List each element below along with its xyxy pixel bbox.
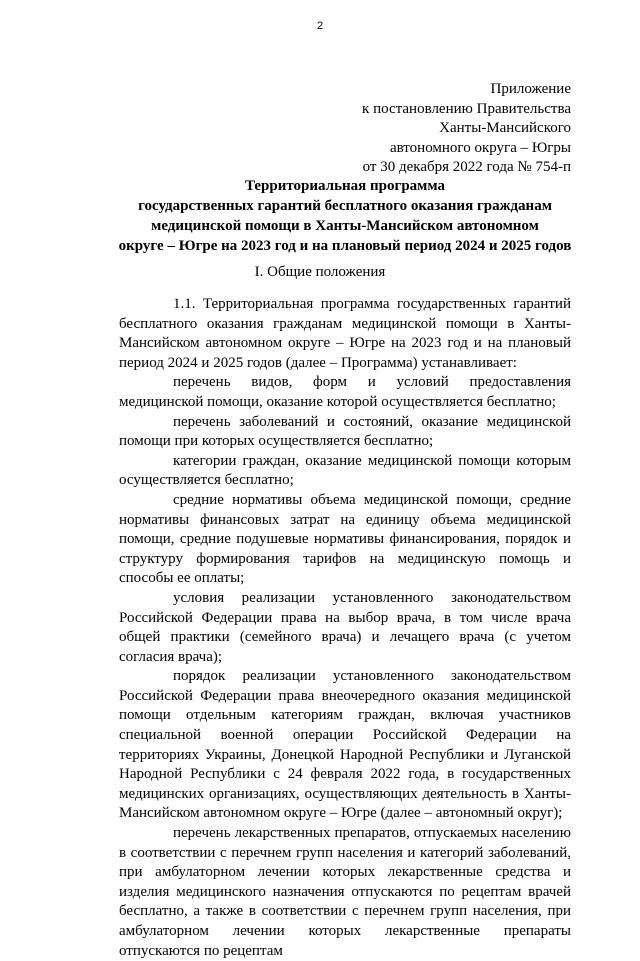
paragraph: перечень видов, форм и условий предоставления медицинской помощи, оказание которой осуществляется бесплатно; [119,374,571,410]
paragraph: средние нормативы объема медицинской помощи, средние нормативы финансовых затрат на единицу объема медицинской помощи, средние подушевые нормативы финансирования, порядок и структуру формирования тарифов на медицинскую помощь и способы ее оплаты; [119,491,571,587]
appendix-line: от 30 декабря 2022 года № 754-п [362,159,571,175]
appendix-line: к постановлению Правительства [362,100,571,117]
appendix-line: Ханты-Мансийского [439,120,571,136]
page-number: 2 [316,20,324,32]
title-line: округе – Югре на 2023 год и на плановый период 2024 и 2025 годов [118,238,572,254]
paragraph: перечень лекарственных препаратов, отпускаемых населению в соответствии с перечнем групп населения и категорий заболеваний, при амбулаторном лечении которых лекарственные средства и изделия медицинского назначения отпускаются по рецептам врачей бесплатно, а также в соответствии с перечнем групп населения, при амбулаторном лечении которых лекарственные препараты отпускаются по рецептам [119,825,571,959]
title-line: медицинской помощи в Ханты-Мансийском автономном [151,218,539,234]
title-line: государственных гарантий бесплатного оказания гражданам [138,198,552,214]
document-title [95,176,595,256]
paragraph: условия реализации установленного законодательством Российской Федерации права на выбор врача, в том числе врача общей практики (семейного врача) и лечащего врача (с учетом согласия врача); [119,589,571,665]
paragraph: перечень заболеваний и состояний, оказание медицинской помощи при которых осуществляется бесплатно; [119,413,571,450]
document-body [119,295,571,961]
section-heading: I. Общие положения [254,264,386,280]
title-line: Территориальная программа [244,178,446,194]
appendix-line: Приложение [490,81,571,97]
appendix-block [362,80,571,178]
paragraph: категории граждан, оказание медицинской помощи которым осуществляется бесплатно; [119,452,571,489]
appendix-line: автономного округа – Югры [389,139,571,156]
paragraph: 1.1. Территориальная программа государственных гарантий бесплатного оказания гражданам медицинской помощи в Ханты-Мансийском автономном округе – Югре на 2023 год и на плановый период 2024 и 2025 годов (далее – Программа) устанавливает: [119,296,571,371]
paragraph: порядок реализации установленного законодательством Российской Федерации права внеочередного оказания медицинской помощи отдельным категориям граждан, включая участников специальной военной операции Российской Федерации на территориях Украины, Донецкой Народной Республики и Луганской Народной Республики с 24 февраля 2022 года, в государственных медицинских организациях, осуществляющих деятельность в Ханты-Мансийском автономном округе – Югре (далее – автономный округ); [119,668,571,822]
